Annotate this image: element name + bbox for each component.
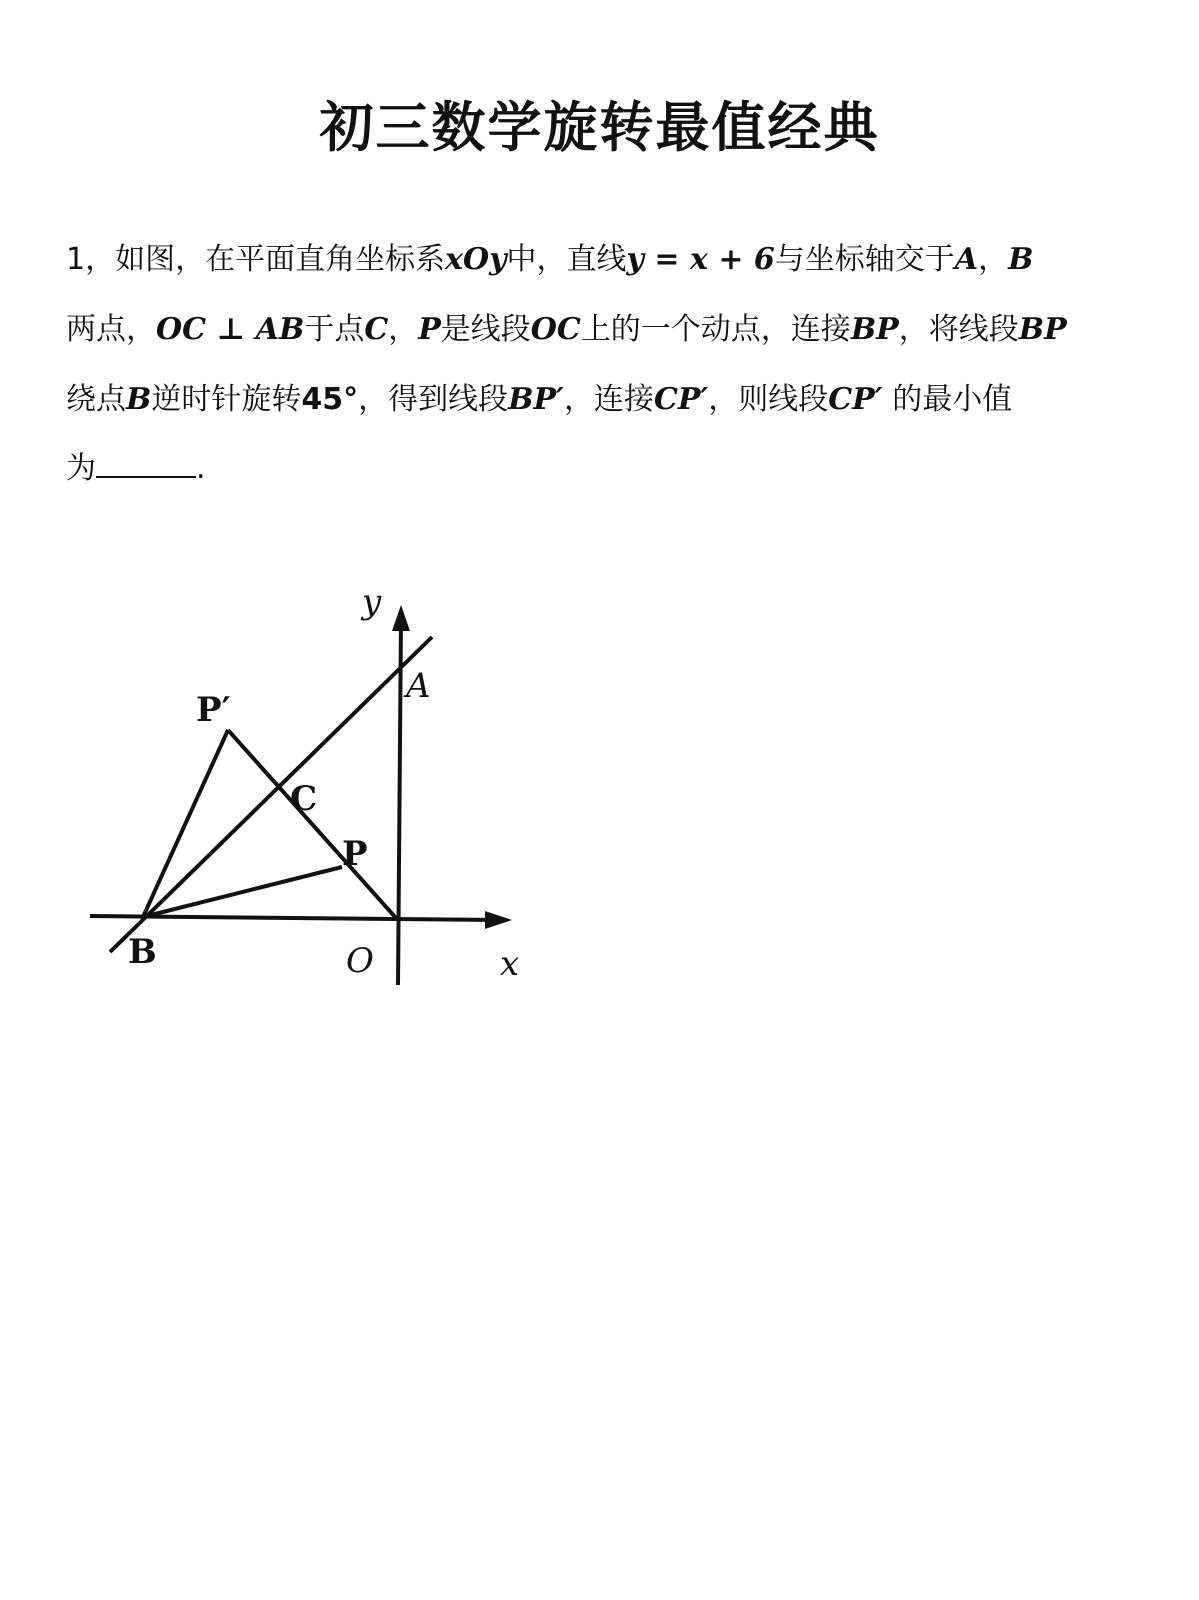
problem-text: ，连接 bbox=[563, 382, 654, 417]
math-expression: B bbox=[1008, 242, 1034, 277]
label-o: O bbox=[346, 941, 374, 981]
math-expression: CP′ bbox=[828, 382, 883, 417]
label-x: x bbox=[500, 944, 520, 984]
math-expression: CP′ bbox=[653, 382, 709, 417]
problem-text: 逆时针旋转 bbox=[151, 382, 302, 417]
problem-text: ， bbox=[388, 312, 419, 347]
math-expression: P bbox=[418, 312, 441, 347]
math-number: 45° bbox=[301, 382, 359, 417]
problem-line-4 bbox=[66, 448, 206, 489]
problem-line-3 bbox=[66, 380, 1012, 420]
segment-bp-prime bbox=[143, 730, 228, 917]
y-axis bbox=[398, 620, 401, 985]
answer-prefix: 为 bbox=[66, 451, 96, 486]
problem-text: 1，如图，在平面直角坐标系 bbox=[66, 242, 446, 277]
problem-text: 中，直线 bbox=[506, 242, 627, 277]
math-expression: A bbox=[954, 242, 979, 277]
problem-text: 绕点 bbox=[66, 382, 126, 417]
page-title: 初三数学旋转最值经典 bbox=[319, 95, 880, 159]
problem-text: ，将线段 bbox=[898, 312, 1019, 347]
answer-suffix: . bbox=[196, 451, 206, 486]
problem-text: 上的一个动点，连接 bbox=[580, 312, 851, 347]
answer-blank bbox=[96, 448, 196, 478]
math-expression: C bbox=[364, 312, 389, 347]
math-expression: BP′ bbox=[508, 382, 564, 417]
problem-text: 与坐标轴交于 bbox=[774, 242, 955, 277]
problem-text: ，则线段 bbox=[708, 382, 829, 417]
geometry-diagram bbox=[80, 575, 540, 995]
math-expression: BP bbox=[1018, 312, 1067, 347]
problem-text: 的最小值 bbox=[882, 382, 1013, 417]
math-expression: xOy bbox=[445, 242, 507, 277]
problem-text: ， bbox=[978, 242, 1009, 277]
math-expression: y = x + 6 bbox=[626, 242, 775, 277]
math-expression: OC bbox=[530, 312, 581, 347]
math-expression: OC ⊥ AB bbox=[156, 312, 305, 347]
problem-line-2 bbox=[66, 310, 1067, 350]
math-expression: B bbox=[126, 382, 152, 417]
label-a: A bbox=[406, 666, 431, 706]
label-y: y bbox=[362, 582, 382, 622]
problem-text: ，得到线段 bbox=[358, 382, 509, 417]
problem-text: 于点 bbox=[304, 312, 365, 347]
label-p: P bbox=[342, 834, 368, 874]
label-c: C bbox=[290, 779, 318, 819]
label-p-prime: P′ bbox=[196, 690, 231, 730]
problem-text: 两点， bbox=[66, 312, 156, 347]
y-axis-arrow-icon bbox=[392, 605, 410, 631]
problem-text: 是线段 bbox=[440, 312, 531, 347]
label-b: B bbox=[128, 932, 157, 972]
x-axis-arrow-icon bbox=[485, 911, 512, 929]
problem-line-1 bbox=[66, 240, 1033, 280]
geometry-figure bbox=[80, 575, 540, 995]
math-expression: BP bbox=[850, 312, 899, 347]
